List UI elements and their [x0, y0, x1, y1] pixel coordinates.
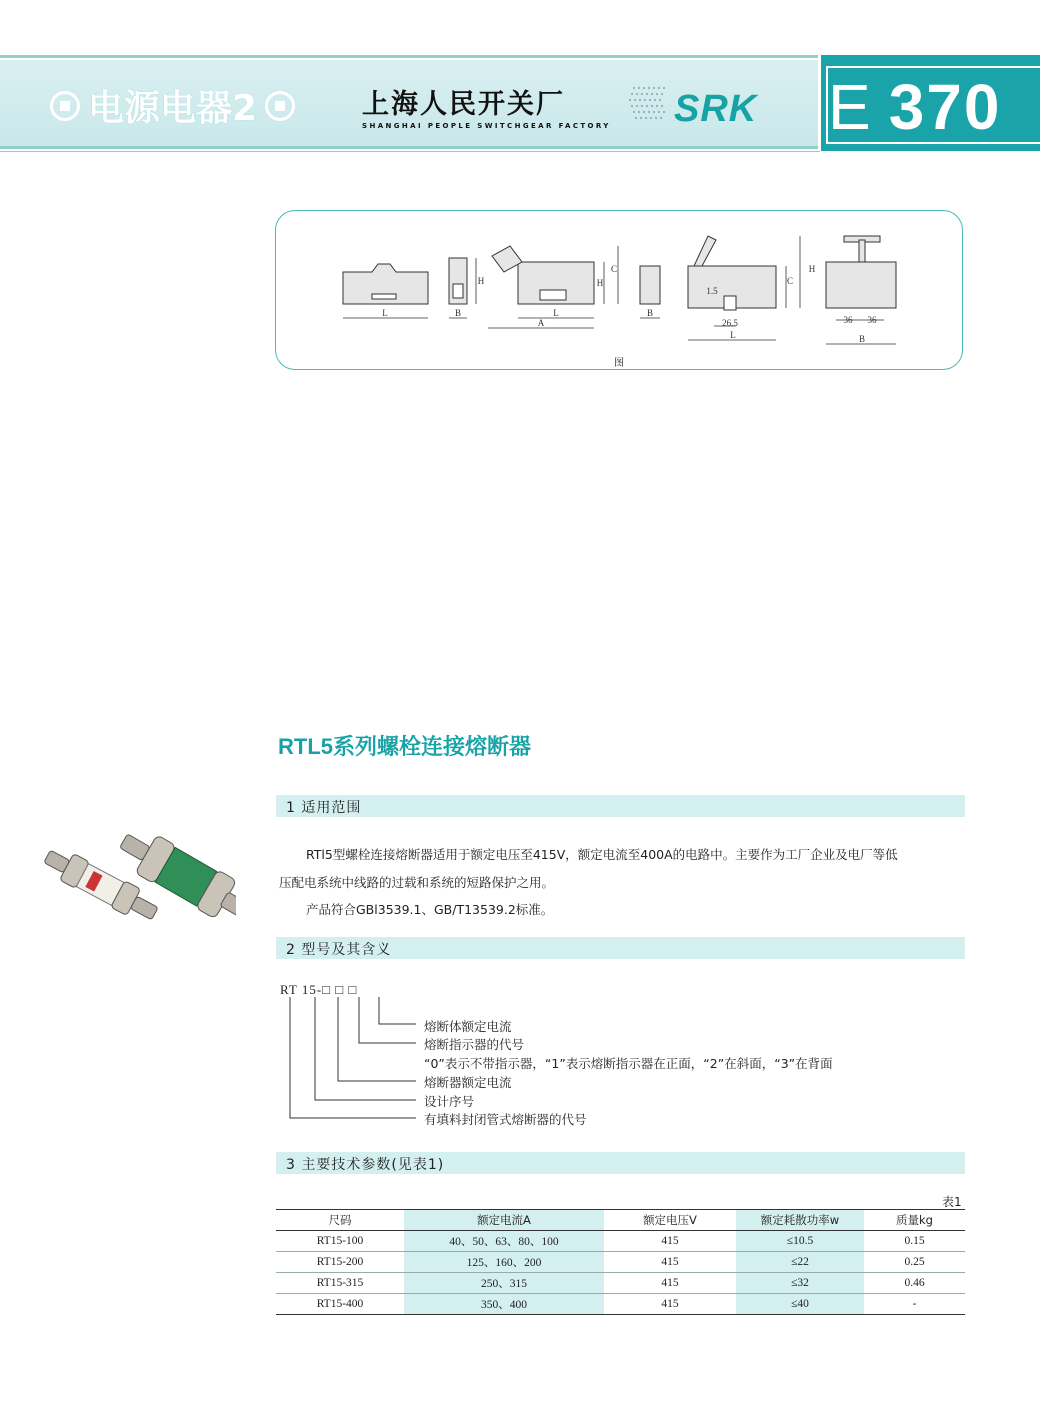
- dim-label-b: B: [858, 334, 866, 344]
- dim-label-spacing: 36: [867, 315, 877, 325]
- params-table: [276, 1209, 965, 1315]
- meaning-line: 有填料封闭管式熔断器的代号: [424, 1112, 587, 1127]
- column-header: 额定耗散功率w: [736, 1210, 864, 1231]
- table-row: [276, 1231, 965, 1252]
- table-cell: 415: [661, 1256, 679, 1268]
- figure-caption: 图: [614, 358, 624, 369]
- section-1-heading: 1 适用范围: [286, 800, 362, 816]
- table-cell: RT15-400: [316, 1298, 364, 1310]
- table-cell: ≤22: [736, 1252, 864, 1273]
- dim-label-a: A: [537, 318, 545, 328]
- table-cell: RT15-100: [316, 1235, 364, 1247]
- s1-paragraph-1: RTl5型螺栓连接熔断器适用于额定电压至415V，额定电流至400A的电路中。主要作为工厂企业及电厂等低: [306, 847, 898, 862]
- s1-paragraph-2: 压配电系统中线路的过载和系统的短路保护之用。: [279, 875, 555, 890]
- table-cell: -: [912, 1298, 917, 1310]
- dim-label-h: H: [596, 278, 604, 288]
- bracket-line: [359, 997, 416, 1043]
- table-cell: ≤32: [736, 1273, 864, 1294]
- table-cell: ≤10.5: [736, 1231, 864, 1252]
- table-row: [276, 1294, 965, 1315]
- dim-label-h: H: [808, 264, 816, 274]
- table-cell: ≤40: [736, 1294, 864, 1315]
- table-cell: 415: [661, 1277, 679, 1289]
- dim-label-b: B: [646, 308, 654, 318]
- meaning-line: 熔断器额定电流: [424, 1075, 512, 1090]
- dim-label-l: L: [730, 330, 736, 340]
- table-label: 表1: [942, 1195, 962, 1209]
- page-prefix: E: [828, 71, 873, 143]
- brand-logo: SRK: [674, 88, 758, 130]
- column-header: 质量kg: [896, 1213, 933, 1227]
- company-name-cn: 上海人民开关厂: [362, 89, 565, 120]
- bracket-line: [315, 997, 416, 1100]
- table-cell: 0.15: [904, 1235, 925, 1247]
- dim-label-b: B: [454, 308, 462, 318]
- table-cell: 415: [661, 1235, 679, 1247]
- dim-label-pitch: 26.5: [722, 318, 738, 328]
- table-cell: 0.25: [904, 1256, 925, 1268]
- s1-paragraph-3: 产品符合GBl3539.1、GB/T13539.2标准。: [306, 902, 554, 917]
- table-cell: RT15-315: [316, 1277, 364, 1289]
- section-3-heading: 3 主要技术参数(见表1): [286, 1157, 445, 1173]
- meaning-line: “0”表示不带指示器，“1”表示熔断指示器在正面，“2”在斜面，“3”在背面: [424, 1056, 833, 1071]
- dim-label-l: L: [553, 308, 559, 318]
- column-header: 额定电压V: [643, 1213, 697, 1227]
- bracket-line: [338, 997, 416, 1081]
- section-2-heading: 2 型号及其含义: [286, 942, 392, 958]
- meaning-line: 设计序号: [424, 1094, 475, 1109]
- table-header-row: [276, 1210, 965, 1231]
- column-header: 额定电流A: [404, 1210, 604, 1231]
- table-cell: 125、160、200: [404, 1252, 604, 1273]
- product-title-text: 系列螺栓连接熔断器: [333, 735, 532, 760]
- table-cell: 0.46: [904, 1277, 925, 1289]
- table-cell: 250、315: [404, 1273, 604, 1294]
- dim-label-l: L: [382, 308, 388, 318]
- company-name-en: SHANGHAI PEOPLE SWITCHGEAR FACTORY: [362, 122, 611, 130]
- bracket-line: [379, 997, 416, 1024]
- table-row: [276, 1273, 965, 1294]
- dim-label-c: C: [786, 276, 794, 286]
- section-3-bar: [276, 1152, 965, 1174]
- table-cell: 350、400: [404, 1294, 604, 1315]
- dim-label-h: H: [477, 276, 485, 286]
- category-text: 电源电器2: [88, 88, 258, 129]
- table-cell: 40、50、63、80、100: [404, 1231, 604, 1252]
- meaning-line: 熔断体额定电流: [424, 1019, 512, 1034]
- product-code: RTL5: [278, 734, 333, 759]
- dim-label-c: C: [610, 264, 618, 274]
- dim-label-spacing: 36: [843, 315, 853, 325]
- column-header: 尺码: [328, 1213, 352, 1227]
- model-code: RT 15-□ □ □: [280, 982, 358, 997]
- meaning-line: 熔断指示器的代号: [424, 1037, 525, 1052]
- page-number-value: 370: [888, 71, 1002, 143]
- table-cell: 415: [661, 1298, 679, 1310]
- dim-label-offset: 1.5: [706, 286, 718, 296]
- table-cell: RT15-200: [316, 1256, 364, 1268]
- table-row: [276, 1252, 965, 1273]
